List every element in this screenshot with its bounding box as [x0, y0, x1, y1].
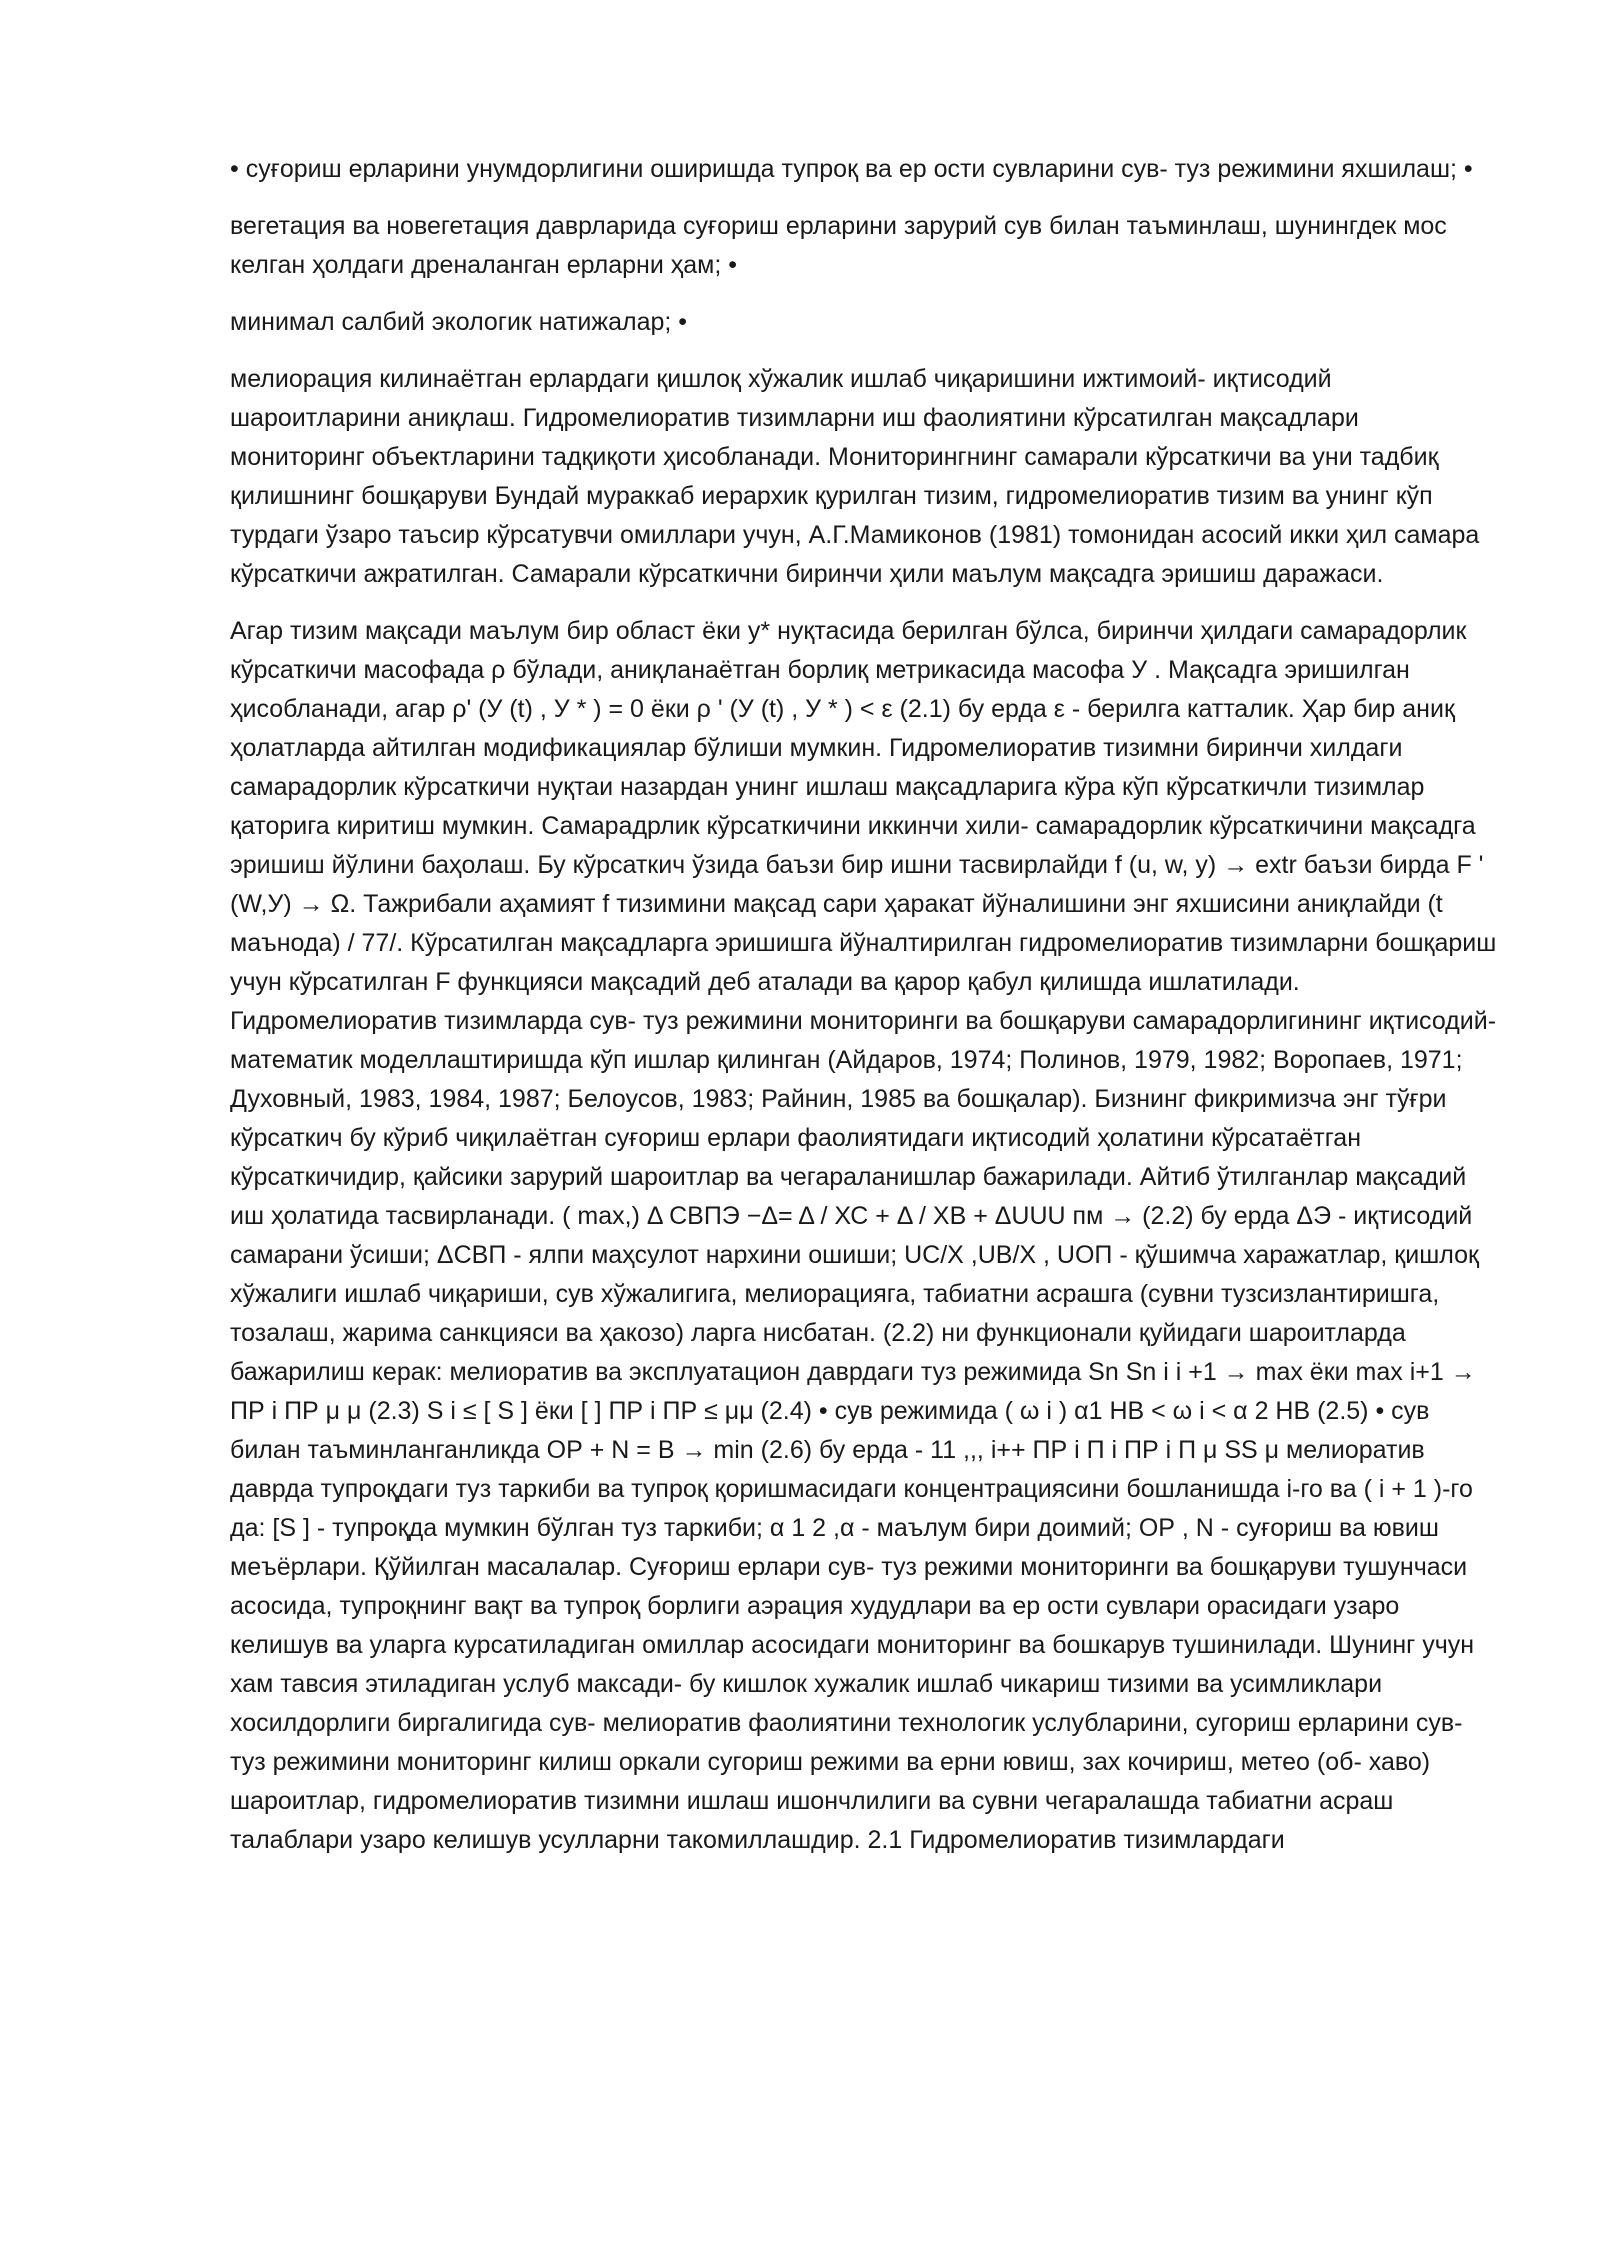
paragraph-3: минимал салбий экологик натижалар; •: [230, 308, 688, 336]
document-body: [230, 150, 1500, 1878]
paragraph-4: мелиорация килинаётган ерлардаги қишлоқ хўжалик ишлаб чиқаришини ижтимоий- иқтисодий шароитларини аниқлаш. Гидромелиоратив тизимларни иш фаолиятини кўрсатилган мақсадлари мониторинг объектларини тадқиқоти ҳисобланади. Мониторингнинг самарали кўрсаткичи ва уни тадбиқ қилишнинг бошқаруви Бундай мураккаб иерархик қурилган тизим, гидромелиоратив тизим ва унинг кўп турдаги ўзаро таъсир кўрсатувчи омиллари учун, А.Г.Мамиконов (1981) томонидан асосий икки ҳил самара кўрсаткичи ажратилган. Самарали кўрсаткични биринчи ҳили маълум мақсадга эришиш даражаси.: [230, 365, 1480, 588]
paragraph-2: вегетация ва новегетация даврларида суғориш ерларини зарурий сув билан таъминлаш, шунингдек мос келган ҳолдаги дреналанган ерларни ҳам; •: [230, 212, 1447, 279]
paragraph-1: • суғориш ерларини унумдорлигини оширишда тупроқ ва ер ости сувларини сув- туз режимини яхшилаш; •: [230, 155, 1473, 183]
paragraph-5: Агар тизим мақсади маълум бир област ёки у* нуқтасида берилган бўлса, биринчи ҳилдаги самарадорлик кўрсаткичи масофада ρ бўлади, аниқланаётган борлиқ метрикасида масофа У . Мақсадга эришилган ҳисобланади, агар ρ' (У (t) , У * ) = 0 ёки ρ ' (У (t) , У * ) < ε (2.1) бу ерда ε - берилга катталик. Ҳар бир аниқ ҳолатларда айтилган модификациялар бўлиши мумкин. Гидромелиоратив тизимни биринчи хилдаги самарадорлик кўрсаткичи нуқтаи назардан унинг ишлаш мақсадларига кўра кўп кўрсаткичли тизимлар қаторига киритиш мумкин. Самарадрлик кўрсаткичини иккинчи хили- самарадорлик кўрсаткичини мақсадга эришиш йўлини баҳолаш. Бу кўрсаткич ўзида баъзи бир ишни тасвирлайди f (u, w, y) → extr баъзи бирда F ' (W,У) → Ω. Тажрибали аҳамият f тизимини мақсад сари ҳаракат йўналишини энг яхшисини аниқлайди (t маънода) / 77/. Кўрсатилган мақсадларга эришишга йўналтирилган гидромелиоратив тизимларни бошқариш учун кўрсатилган F функцияси мақсадий деб аталади ва қарор қабул қилишда ишлатилади. Гидромелиоратив тизимларда сув- туз режимини мониторинги ва бошқаруви самарадорлигининг иқтисодий- математик моделлаштиришда кўп ишлар қилинган (Айдаров, 1974; Полинов, 1979, 1982; Воропаев, 1971; Духовный, 1983, 1984, 1987; Белоусов, 1983; Райнин, 1985 ва бошқалар). Бизнинг фикримизча энг тўғри кўрсаткич бу кўриб чиқилаётган суғориш ерлари фаолиятидаги иқтисодий ҳолатини кўрсатаётган кўрсаткичидир, қайсики зарурий шароитлар ва чегараланишлар бажарилади. Айтиб ўтилганлар мақсадий иш ҳолатида тасвирланади. ( max,) Δ СВПЭ −Δ= Δ / ХС + Δ / ХВ + ΔUUU пм → (2.2) бу ерда ΔЭ - иқтисодий самарани ўсиши; ΔСВП - ялпи маҳсулот нархини ошиши; UC/Х ,UB/Х , UОП - қўшимча харажатлар, қишлоқ хўжалиги ишлаб чиқариши, сув хўжалигига, мелиорацияга, табиатни асрашга (сувни тузсизлантиришга, тозалаш, жарима санкцияси ва ҳакозо) ларга нисбатан. (2.2) ни функционали қуйидаги шароитларда бажарилиш керак: мелиоратив ва эксплуатацион даврдаги туз режимида Sn Sn i i +1 → max ёки max i+1 → ПР i ПР μ μ (2.3) S i ≤ [ S ] ёки [ ] ПР i ПР ≤ μμ (2.4) • сув режимида ( ω i ) α1 НВ < ω i < α 2 НВ (2.5) • сув билан таъминланганликда ОР + N = В → min (2.6) бу ерда - 11 ,,, i++ ПР i П i ПР i П μ SS μ мелиоратив даврда тупроқдаги туз таркиби ва тупроқ қоришмасидаги концентрациясини бошланишда i-го ва ( i + 1 )-го да: [S ] - тупроқда мумкин бўлган туз таркиби; α 1 2 ,α - маълум бири доимий; ОР , N - суғориш ва ювиш меъёрлари. Қўйилган масалалар. Суғориш ерлари сув- туз режими мониторинги ва бошқаруви тушунчаси асосида, тупроқнинг вақт ва тупроқ борлиги аэрация худудлари ва ер ости сувлари орасидаги узаро келишув ва уларга курсатиладиган омиллар асосидаги мониторинг ва бошкарув тушинилади. Шунинг учун хам тавсия этиладиган услуб максади- бу кишлок хужалик ишлаб чикариш тизими ва усимликлари хосилдорлиги биргалигида сув- мелиоратив фаолиятини технологик услубларини, сугориш ерларини сув- туз режимини мониторинг килиш оркали сугориш режими ва ерни ювиш, зах кочириш, метео (об- хаво) шароитлар, гидромелиоратив тизимни ишлаш ишончлилиги ва сувни чегаралашда табиатни асраш талаблари узаро келишув усулларни такомиллашдир. 2.1 Гидромелиоратив тизимлардаги: [230, 617, 1497, 1854]
